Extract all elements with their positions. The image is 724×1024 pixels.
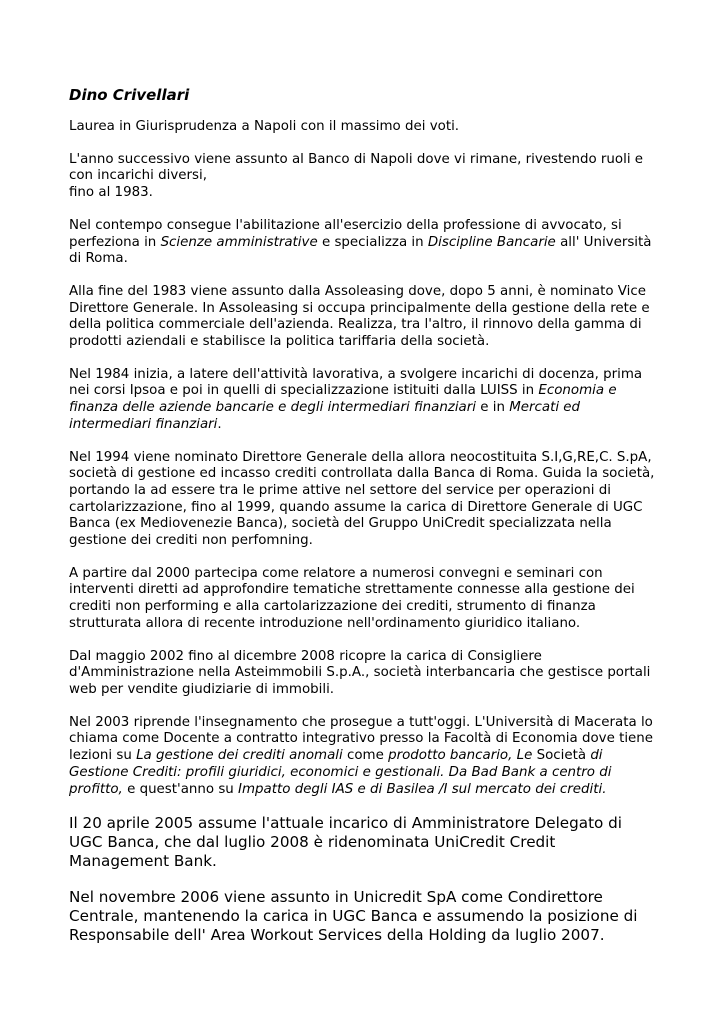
banco-napoli-line2: fino al 1983.	[69, 185, 153, 201]
text-run: Nel 1984 inizia, a latere dell'attività lavorativa, a svolgere incarichi di docenza, prima nei corsi Ipsoa e poi in quelli di specializzazione istituiti dalla LUISS in	[69, 366, 643, 399]
paragraph-condirettore: Nel novembre 2006 viene assunto in Unicredit SpA come Condirettore Centrale, mantenendo la carica in UGC Banca e assumendo la posizione di Responsabile dell' Area Workout Services della Holding da luglio 2007.	[69, 888, 638, 945]
paragraph-sigrec: Nel 1994 viene nominato Direttore Generale della allora neocostituita S.I,G,RE,C. S.pA, società di gestione ed incasso crediti controllata dalla Banca di Roma. Guida la società, portando la ad essere tra le prime attive nel settore del service per operazioni di cartolarizzazione, fino al 1999, quando assume la carica di Direttore Generale di UGC Banca (ex Mediovenezie Banca), società del Gruppo UniCredit specializzata nella gestione dei crediti non perfomning.	[69, 449, 655, 549]
document-page	[69, 86, 659, 962]
italic-run: di Gestione Crediti: profili giuridici, economici e gestionali. Da Bad Bank a centro di profitto,	[69, 748, 612, 797]
italic-run: Discipline Bancarie	[427, 234, 556, 250]
paragraph-convegni: A partire dal 2000 partecipa come relatore a numerosi convegni e seminari con interventi diretti ad approfondire tematiche strettamente connesse alla gestione dei crediti non performing e alla cartolarizzazione dei crediti, strumento di finanza strutturata allora di recente introduzione nell'ordinamento giuridico italiano.	[69, 565, 635, 631]
paragraph-laurea: Laurea in Giurisprudenza a Napoli con il massimo dei voti.	[69, 119, 460, 134]
paragraph-assoleasing: Alla fine del 1983 viene assunto dalla Assoleasing dove, dopo 5 anni, è nominato Vice Direttore Generale. In Assoleasing si occupa principalmente della gestione della rete e della politica commerciale dell'azienda. Realizza, tra l'altro, il rinnovo della gamma di prodotti aziendali e stabilisce la politica tariffaria della società.	[69, 283, 650, 350]
paragraph-banco-napoli	[69, 152, 659, 202]
document-title: Dino Crivellari	[69, 86, 190, 104]
text-run: .	[217, 416, 222, 432]
text-run: come	[342, 748, 389, 764]
text-run: e in	[475, 400, 510, 416]
italic-run: prodotto bancario, Le	[388, 748, 533, 764]
paragraph-amministratore-delegato: Il 20 aprile 2005 assume l'attuale incarico di Amministratore Delegato di UGC Banca, che dal luglio 2008 è ridenominata UniCredit Credit Management Bank.	[69, 814, 623, 871]
text-run: e quest'anno su	[122, 781, 239, 797]
paragraph-asteimmobili: Dal maggio 2002 fino al dicembre 2008 ricopre la carica di Consigliere d'Amministrazione nella Asteimmobili S.p.A., società interbancaria che gestisce portali web per vendite giudiziarie di immobili.	[69, 648, 651, 697]
banco-napoli-line1: L'anno successivo viene assunto al Banco di Napoli dove vi rimane, rivestendo ruoli e con incarichi diversi,	[69, 151, 644, 184]
text-run: all' Università di Roma.	[69, 234, 652, 267]
text-run: Nel 2003 riprende l'insegnamento che prosegue a tutt'oggi. L'Università di Macerata lo chiama come Docente a contratto integrativo presso la Facoltà di Economia dove tiene lezioni su	[69, 714, 654, 764]
italic-run: Impatto degli IAS e di Basilea /I sul mercato dei crediti.	[238, 781, 607, 797]
italic-run: Mercati ed intermediari finanziari	[69, 400, 581, 432]
italic-run: Scienze amministrative	[160, 234, 318, 250]
italic-run: Economia e finanza delle aziende bancarie e degli intermediari finanziari	[69, 383, 617, 416]
paragraph-abilitazione	[69, 218, 659, 268]
paragraph-docenza	[69, 367, 659, 434]
text-run: e specializza in	[317, 234, 428, 250]
text-run: Società	[532, 748, 591, 764]
text-run: Nel contempo consegue l'abilitazione all'esercizio della professione di avvocato, si perfeziona in	[69, 217, 622, 250]
paragraph-insegnamento	[69, 715, 659, 799]
italic-run: La gestione dei crediti anomali	[136, 748, 343, 764]
